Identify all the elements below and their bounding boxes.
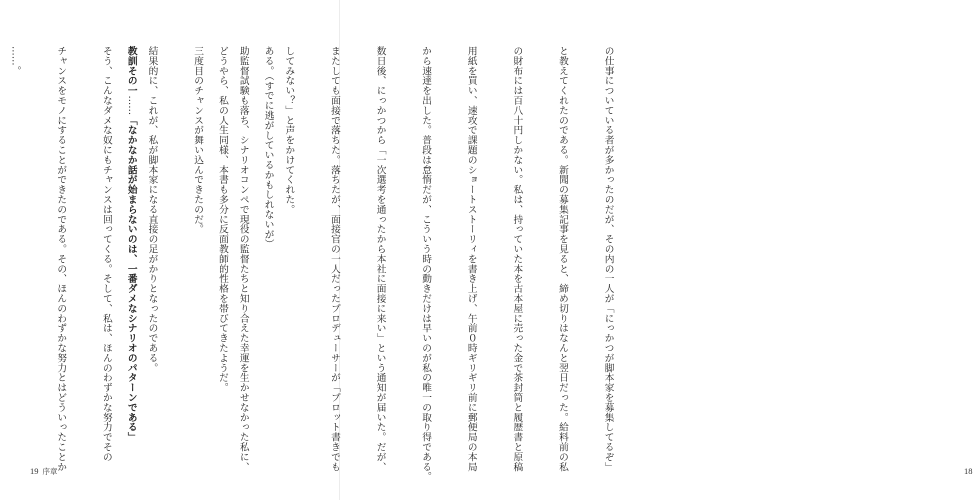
left-folio [30,466,58,477]
text-line: から速達を出した。普段は怠惰だが、こういう時の動きだけは早いのが私の唯一の取り得である。 [420,46,432,482]
lesson-dots: …… [125,95,137,116]
text-line: またしても面接で落ちた。落ちたが、面接官の一人だったプロデューサーが「プロット書きでも [328,46,340,472]
text-line: チャンスをモノにすることができたのである。その、ほんのわずかな努力とはどういったことか [55,46,67,472]
text-line: の仕事についている者が多かったのだが、その内の一人が「にっかつが脚本家を募集してるぞ」 [602,46,614,472]
right-folio [964,466,973,476]
text-line: 数日後、にっかつから「一次選考を通ったから本社に面接に来い」という通知が届いた。だが、 [374,46,386,472]
text-line: と教えてくれたのである。新聞の募集記事を見ると、締め切りはなんと翌日だった。給料前の私 [556,46,568,472]
text-line: 結果的に、これが、私が脚本家になる直接の足がかりとなったのである。 [146,46,158,373]
page-number: 19 [30,466,39,476]
text-line: ……。 [9,46,21,76]
text-line: の財布には百八十円しかない。私は、持っていた本を古本屋に売った金で茶封筒と履歴書と原稿 [511,46,523,472]
text-line: そう、こんなダメな奴にもチャンスは回ってくる。そして、私は、ほんのわずかな努力でその [100,46,112,462]
text-line: 用紙を買い、速攻で課題のショートストーリィを書き上げ、午前０時ギリギリ前に郵便局の本局 [465,46,477,472]
running-head: 序章 [42,467,58,476]
text-line: 助監督試験も落ち、シナリオコンペで現役の監督たちと知り合えた幸運を生かせなかった私に、 [237,46,249,472]
lesson-text: 「なかなか話が始まらないのは、一番ダメなシナリオのパターンである」 [125,115,137,442]
text-line: ある。（すでに逃がしているかもしれないが） [262,46,274,250]
page-number: 18 [964,466,973,476]
text-line: してみない？」と声をかけてくれた。 [283,46,295,215]
text-line: どうやら、私の人生同様、本書も多分に反面教師的性格を帯びてきたようだ。 [216,46,228,393]
text-line: 三度目のチャンスが舞い込んできたのだ。 [192,46,204,235]
lesson-label: 教訓その一 [125,46,137,96]
